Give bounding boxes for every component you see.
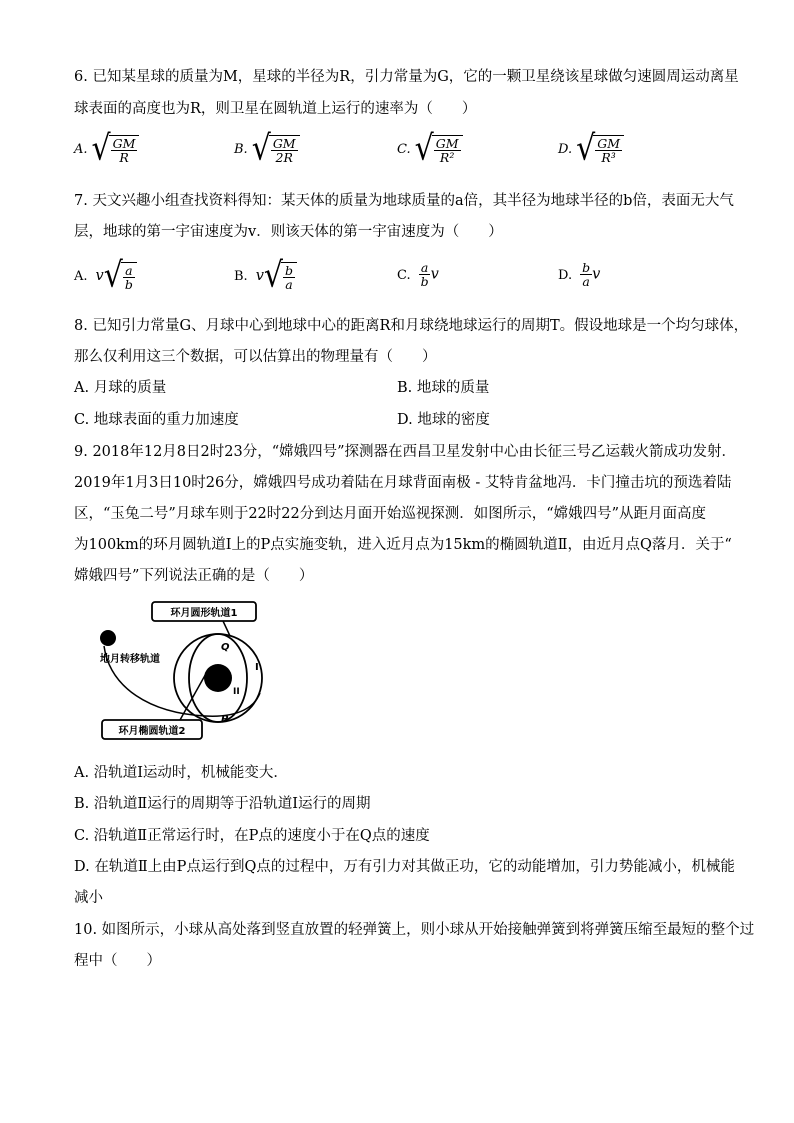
- option-label: B.: [234, 269, 248, 284]
- q9-line1: 9. 2018年12月8日2时23分，“嫦娥四号”探测器在西昌卫星发射中心由长征三号乙运载火箭成功发射．: [74, 444, 737, 460]
- numerator: GM: [435, 135, 459, 151]
- orbit-i-label: I: [255, 662, 259, 673]
- q9-option-a: A. 沿轨道Ⅰ运动时，机械能变大．: [74, 765, 288, 781]
- q6-line1: 6. 已知某星球的质量为M，星球的半径为R，引力常量为G，它的一颗卫星绕该星球做匀速圆周运动离星: [74, 69, 739, 85]
- factor-v: v: [592, 266, 601, 283]
- q9-line4: 为100km的环月圆轨道Ⅰ上的P点实施变轨，进入近月点为15km的椭圆轨道Ⅱ，由近月点Q落月．关于“: [74, 537, 732, 553]
- callout-pointer-2: [180, 670, 208, 720]
- q7-option-d: [558, 261, 600, 288]
- earth: [100, 630, 116, 646]
- label-transfer-orbit: 地月转移轨道: [100, 654, 160, 665]
- denominator: R²: [439, 149, 455, 165]
- option-label: D.: [558, 142, 573, 157]
- q7-option-b: B. v √ $\frac{b}{a}$: [234, 261, 297, 291]
- q7-option-c: [397, 261, 439, 288]
- numerator: GM: [272, 135, 296, 151]
- option-label: C.: [397, 267, 411, 283]
- q9-line5: 嫦娥四号”下列说法正确的是（ ）: [74, 568, 314, 584]
- point-q-label: Q: [221, 642, 230, 653]
- q7-line1: 7. 天文兴趣小组查找资料得知：某天体的质量为地球质量的a倍，其半径为地球半径的b倍，表面无大气: [74, 193, 734, 209]
- q9-option-c: C. 沿轨道Ⅱ正常运行时，在P点的速度小于在Q点的速度: [74, 828, 430, 844]
- q6-option-a: A. √ $\frac{GM}{R}$: [74, 134, 139, 164]
- denominator: b: [420, 274, 429, 289]
- q7-option-a: A. v √ $\frac{a}{b}$: [74, 261, 137, 291]
- denominator: R³: [601, 149, 616, 165]
- denominator: b: [124, 276, 133, 292]
- q9-option-d-line1: D. 在轨道Ⅱ上由P点运行到Q点的过程中，万有引力对其做正功，它的动能增加，引力势能减小，机械能: [74, 859, 735, 875]
- q9-line3: 区，“玉兔二号”月球车则于22时22分到达月面开始巡视探测．如图所示，“嫦娥四号”从距月面高度: [74, 506, 707, 522]
- numerator: a: [125, 262, 133, 278]
- moon: [204, 664, 232, 692]
- denominator: a: [582, 274, 590, 289]
- q6-option-b: B. √ $\frac{GM}{2R}$: [234, 134, 300, 164]
- factor-v: v: [95, 268, 104, 284]
- label-ellipse-orbit: 环月椭圆轨道2: [118, 726, 186, 737]
- q7-line2: 层，地球的第一宇宙速度为v．则该天体的第一宇宙速度为（ ）: [74, 224, 503, 240]
- q8-line2: 那么仅利用这三个数据，可以估算出的物理量有（ ）: [74, 349, 437, 365]
- q10-line1: 10. 如图所示，小球从高处落到竖直放置的轻弹簧上，则小球从开始接触弹簧到将弹簧压缩至最短的整个过: [74, 922, 755, 938]
- q8-option-c: C. 地球表面的重力加速度: [74, 412, 239, 428]
- denominator: a: [285, 276, 293, 292]
- q8-line1: 8. 已知引力常量G、月球中心到地球中心的距离R和月球绕地球运行的周期T。假设地球是一个均匀球体，: [74, 318, 749, 334]
- q6-line2: 球表面的高度也为R，则卫星在圆轨道上运行的速率为（ ）: [74, 101, 477, 117]
- q9-option-d-line2: 减小: [74, 890, 103, 906]
- option-label: B.: [234, 142, 248, 157]
- q8-option-d: D. 地球的密度: [397, 412, 490, 428]
- q8-option-a: A. 月球的质量: [74, 380, 167, 396]
- numerator: GM: [597, 135, 621, 151]
- numerator: b: [285, 262, 294, 278]
- numerator: GM: [112, 135, 136, 151]
- numerator: b: [582, 260, 591, 275]
- option-label: D.: [558, 267, 573, 283]
- q9-line2: 2019年1月3日10时26分，嫦娥四号成功着陆在月球背面南极 - 艾特肯盆地冯．卡门撞击坑的预选着陆: [74, 475, 732, 491]
- q10-line2: 程中（ ）: [74, 953, 161, 969]
- point-p-label: P: [221, 714, 229, 725]
- factor-v: v: [430, 266, 439, 283]
- factor-v: v: [255, 268, 264, 284]
- numerator: a: [420, 260, 429, 275]
- option-label: A.: [74, 269, 88, 284]
- option-label: C.: [397, 142, 411, 157]
- q6-option-d: D. √ $\frac{GM}{\text{R³}}$: [558, 134, 624, 164]
- label-circle-orbit: 环月圆形轨道1: [170, 608, 238, 619]
- orbit-diagram: [90, 598, 280, 746]
- q9-option-b: B. 沿轨道Ⅱ运行的周期等于沿轨道Ⅰ运行的周期: [74, 796, 371, 812]
- denominator: R: [119, 149, 129, 165]
- orbit-ii-label: II: [233, 687, 240, 697]
- option-label: A.: [74, 142, 88, 157]
- q6-option-c: C. √ $\frac{GM}{\text{R²}}$: [397, 134, 463, 164]
- q8-option-b: B. 地球的质量: [397, 380, 490, 396]
- denominator: 2R: [275, 149, 293, 165]
